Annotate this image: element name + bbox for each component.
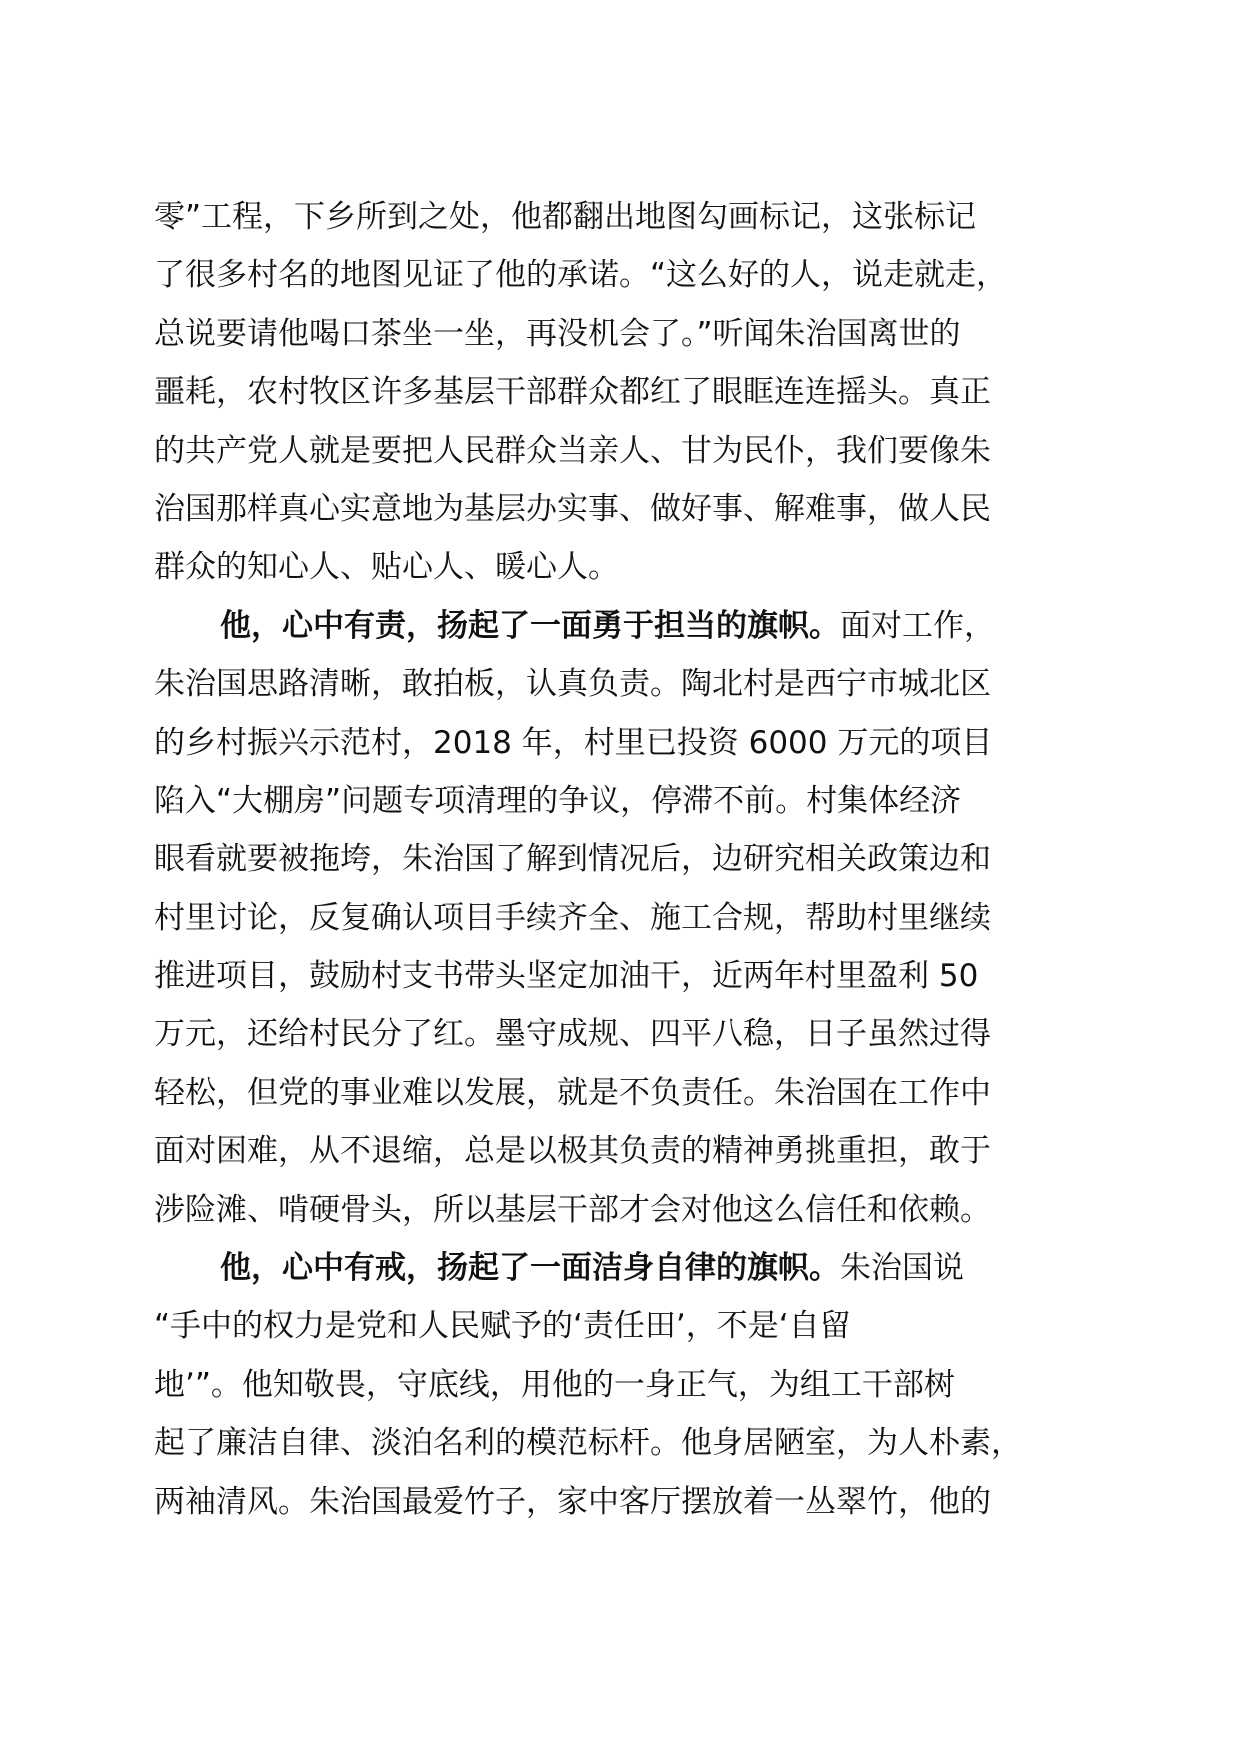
text-run: 面对工作， — [840, 607, 995, 644]
text-line: 面对困难，从不退缩，总是以极其负责的精神勇挑重担，敢于 — [154, 1133, 991, 1170]
document-body — [154, 188, 1084, 1531]
text-line: 轻松，但党的事业难以发展，就是不负责任。朱治国在工作中 — [154, 1074, 991, 1111]
text-line: 涉险滩、啃硬骨头，所以基层干部才会对他这么信任和依赖。 — [154, 1191, 991, 1228]
paragraph-first-line — [154, 1239, 1084, 1297]
text-line: 推进项目，鼓励村支书带头坚定加油干，近两年村里盈利 50 — [154, 958, 979, 995]
text-line: 噩耗，农村牧区许多基层干部群众都红了眼眶连连摇头。真正 — [154, 374, 991, 411]
text-line: 的乡村振兴示范村，2018 年，村里已投资 6000 万元的项目 — [154, 724, 993, 761]
text-line: 起了廉洁自律、淡泊名利的模范标杆。他身居陋室，为人朴素， — [154, 1425, 1022, 1462]
text-line: 了很多村名的地图见证了他的承诺。“这么好的人，说走就走， — [154, 257, 1008, 294]
paragraph-first-line — [154, 597, 1084, 655]
text-line: 的共产党人就是要把人民群众当亲人、甘为民仆，我们要像朱 — [154, 432, 991, 469]
text-line: “手中的权力是党和人民赋予的‘责任田’，不是‘自留 — [154, 1308, 851, 1345]
text-line: 群众的知心人、贴心人、暖心人。 — [154, 549, 619, 586]
text-line: 朱治国思路清晰，敢拍板，认真负责。陶北村是西宁市城北区 — [154, 666, 991, 703]
text-line: 总说要请他喝口茶坐一坐，再没机会了。”听闻朱治国离世的 — [154, 315, 961, 352]
text-line: 陷入“大棚房”问题专项清理的争议，停滞不前。村集体经济 — [154, 782, 962, 819]
paragraph-2 — [154, 597, 1084, 1239]
paragraph-3 — [154, 1239, 1084, 1531]
text-line: 治国那样真心实意地为基层办实事、做好事、解难事，做人民 — [154, 490, 991, 527]
text-run: 朱治国说 — [840, 1250, 964, 1287]
text-line: 村里讨论，反复确认项目手续齐全、施工合规，帮助村里继续 — [154, 899, 991, 936]
paragraph-heading: 他，心中有责，扬起了一面勇于担当的旗帜。 — [220, 607, 840, 644]
paragraph-heading: 他，心中有戒，扬起了一面洁身自律的旗帜。 — [220, 1250, 840, 1287]
text-line: 眼看就要被拖垮，朱治国了解到情况后，边研究相关政策边和 — [154, 841, 991, 878]
text-line: 地’”。他知敬畏，守底线，用他的一身正气，为组工干部树 — [154, 1366, 955, 1403]
text-line: 万元，还给村民分了红。墨守成规、四平八稳，日子虽然过得 — [154, 1016, 991, 1053]
paragraph-1 — [154, 188, 1084, 597]
text-line: 两袖清风。朱治国最爱竹子，家中客厅摆放着一丛翠竹，他的 — [154, 1483, 991, 1520]
text-line: 零”工程，下乡所到之处，他都翻出地图勾画标记，这张标记 — [154, 199, 977, 235]
